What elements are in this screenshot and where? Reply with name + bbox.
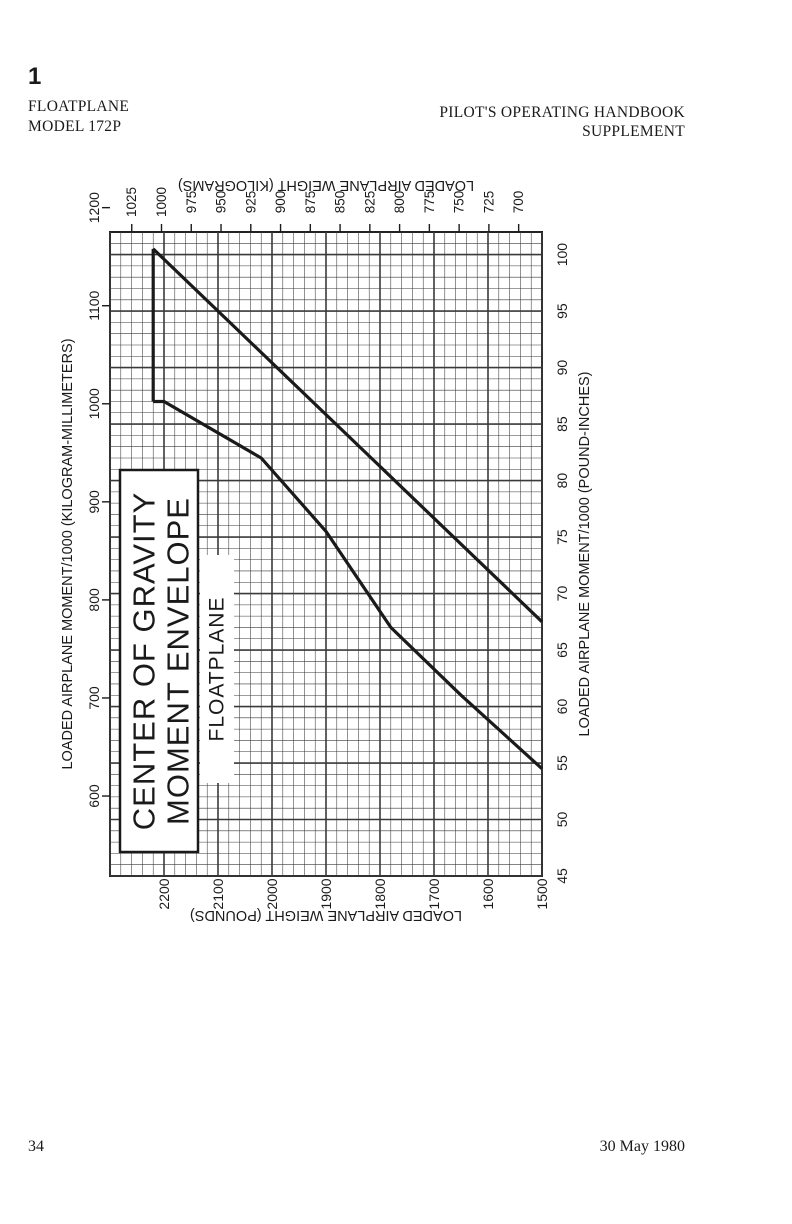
tick-label-kg: 700: [511, 190, 527, 214]
tick-label-lb: 1500: [534, 878, 550, 910]
header-right-line2: SUPPLEMENT: [582, 123, 685, 140]
tick-label-lb: 1600: [480, 878, 496, 910]
tick-label-kg: 825: [362, 190, 378, 214]
tick-label-kg: 1000: [154, 186, 170, 218]
axis-title-kgmm: LOADED AIRPLANE MOMENT/1000 (KILOGRAM-MILLIMETERS): [60, 338, 76, 770]
header-right-line1: PILOT'S OPERATING HANDBOOK: [439, 104, 685, 121]
revision-mark: 1: [28, 63, 42, 90]
tick-label-kg: 950: [213, 190, 229, 214]
tick-label-kg: 925: [243, 190, 259, 214]
tick-label-kgmm: 600: [86, 784, 102, 808]
tick-label-lbin: 75: [554, 529, 570, 545]
tick-label-lbin: 70: [554, 585, 570, 602]
tick-label-kg: 775: [421, 190, 437, 214]
tick-label-kgmm: 800: [86, 588, 102, 612]
tick-label-kg: 875: [302, 190, 318, 214]
tick-label-lb: 1900: [318, 878, 334, 910]
tick-label-lbin: 65: [554, 642, 570, 658]
tick-label-lbin: 55: [554, 755, 570, 771]
tick-label-kg: 800: [392, 190, 408, 214]
tick-label-kgmm: 1000: [86, 388, 102, 420]
page-number: 34: [28, 1138, 44, 1155]
tick-label-lb: 1800: [372, 878, 388, 910]
tick-label-lbin: 80: [554, 472, 570, 489]
tick-label-lbin: 95: [554, 303, 570, 319]
tick-label-kgmm: 700: [86, 686, 102, 710]
header-left-line2: MODEL 172P: [28, 118, 122, 135]
axis-title-lbin: LOADED AIRPLANE MOMENT/1000 (POUND-INCHES): [577, 371, 593, 737]
tick-label-kg: 975: [183, 190, 199, 214]
tick-label-lb: 2000: [264, 878, 280, 910]
footer-date: 30 May 1980: [599, 1138, 685, 1155]
figure-caption: [638, 355, 658, 755]
tick-label-lb: 2200: [156, 878, 172, 910]
tick-label-lbin: 90: [554, 359, 570, 376]
tick-label-kg: 850: [332, 190, 348, 214]
tick-label-kgmm: 1100: [86, 290, 102, 321]
tick-label-lb: 2100: [210, 878, 226, 910]
tick-label-kgmm: 900: [86, 490, 102, 514]
chart-title-line1: CENTER OF GRAVITY: [126, 491, 162, 831]
tick-label-lbin: 100: [554, 242, 570, 267]
tick-label-lbin: 45: [554, 868, 570, 884]
header-left-line1: FLOATPLANE: [28, 98, 130, 115]
tick-label-kg: 1025: [124, 186, 140, 218]
chart-subtitle: FLOATPLANE: [205, 596, 229, 742]
axis-title-kg: LOADED AIRPLANE WEIGHT (KILOGRAMS): [177, 177, 475, 193]
tick-label-kg: 900: [273, 190, 289, 214]
tick-label-lbin: 60: [554, 698, 570, 715]
tick-label-kg: 750: [451, 190, 467, 214]
tick-label-lbin: 50: [554, 811, 570, 828]
tick-label-lbin: 85: [554, 416, 570, 432]
tick-label-lb: 1700: [426, 878, 442, 910]
tick-label-kg: 725: [481, 190, 497, 214]
tick-label-kgmm: 1200: [86, 192, 102, 224]
chart-title-line2: MOMENT ENVELOPE: [160, 497, 196, 825]
axis-title-lb: LOADED AIRPLANE WEIGHT (POUNDS): [189, 907, 463, 923]
